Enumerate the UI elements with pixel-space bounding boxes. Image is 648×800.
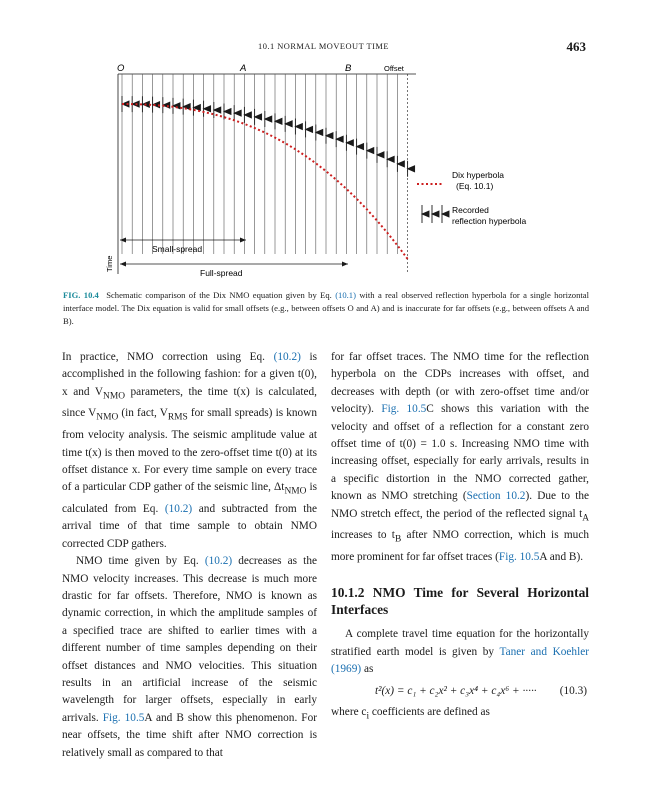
recorded-wavelet (295, 119, 302, 135)
label-offset: Offset (384, 64, 404, 73)
label-o: O (117, 63, 125, 74)
recorded-wavelet (234, 105, 241, 121)
figure-caption (63, 289, 589, 328)
legend-recorded-line1: Recorded (452, 205, 489, 215)
label-small-spread: Small-spread (152, 244, 203, 254)
recorded-wavelet (408, 161, 415, 177)
right-paragraph-3: where $c_i$ coefficients are defined as (331, 706, 490, 722)
recorded-wavelet (204, 101, 211, 117)
fig-10-5-link[interactable]: Fig. 10.5 (498, 550, 540, 563)
recorded-wavelet (316, 124, 323, 140)
fig-10-5-link[interactable]: Fig. 10.5 (381, 403, 427, 416)
recorded-wavelet (173, 98, 180, 114)
label-full-spread: Full-spread (200, 268, 243, 278)
recorded-wavelet (387, 151, 394, 167)
recorded-reflection-wavelets (122, 96, 415, 177)
recorded-wavelet (183, 99, 190, 115)
running-title: 10.1 NORMAL MOVEOUT TIME (258, 42, 389, 51)
legend-dix-line1: Dix hyperbola (452, 170, 504, 180)
equation-10-3 (331, 683, 589, 700)
caption-text-2: with a real observed reflection hyperbola for a single horizontal interface model. The Dix equation is valid for small offsets (e.g., between offsets O and A) and is inaccurate for far offsets (e.g., between offsets A and B). (63, 290, 589, 326)
eq-10-2-link[interactable]: (10.2) (273, 351, 301, 363)
caption-text-1: Schematic comparison of the Dix NMO equation given by Eq. (106, 290, 332, 300)
legend-recorded-line2: reflection hyperbola (452, 216, 527, 226)
recorded-wavelet (367, 143, 374, 159)
legend-wavelet (432, 205, 439, 223)
eq-10-2-link[interactable]: (10.2) (164, 503, 193, 515)
page-number: 463 (566, 39, 586, 54)
section-heading: 10.1.2 NMO Time for Several Horizontal Interfaces (331, 585, 589, 618)
citation-link[interactable]: Taner and Koehler (1969) (331, 645, 589, 676)
recorded-wavelet (326, 128, 333, 144)
recorded-wavelet (193, 100, 200, 116)
recorded-wavelet (255, 109, 262, 125)
caption-eq-link[interactable]: (10.1) (335, 290, 356, 300)
right-column (331, 349, 589, 726)
equation-body: t²(x) = c₁ + c₂x² + c₃x⁴ + c₄x⁶ + ····· (375, 684, 537, 697)
recorded-wavelet (306, 121, 313, 137)
label-a: A (240, 63, 247, 74)
recorded-wavelet (377, 147, 384, 163)
fig-10-5-link[interactable]: Fig. 10.5 (102, 711, 145, 724)
legend-wavelet (422, 205, 429, 223)
recorded-wavelet (285, 116, 292, 132)
equation-number: (10.3) (559, 684, 587, 697)
left-paragraph-2: NMO time given by Eq. (10.2) decreases as the NMO velocity increases. This decrease is much more drastic for far offsets. Therefore, NMO is known as dynamic correction, in which the amplitude samples of a specified trace are shifted to earlier times with a different number of time samples depending on their offset distances and NMO velocities. This situation results in an artificial increase of the seismic wavelength for larger offsets, especially in early arrivals. Fig. 10.5A and B show this phenomenon. For near offsets, the time shift after NMO correction is relatively small as compared to that (62, 555, 317, 759)
figure-10-4 (60, 62, 590, 284)
left-paragraph-1: In practice, NMO correction using Eq. (10.2) is accomplished in the following fashion: for a given t(0), x and $V_{NMO}$ parameters, the time t(x) is calculated, since $V_{NMO}$ (in fact, $V_{RMS}$ for small spreads) is known from velocity analysis. The seismic amplitude value at time t(x) is then moved to the zero-offset time t(0) at its offset distance x. For every time sample on every trace of a particular CDP gather of the seismic line, $\Delta t_{NMO}$ is calculated from Eq. (10.2) and subtracted from the arrival time of that time sample to obtain NMO corrected CDP gathers. (62, 351, 318, 550)
section-10-2-link[interactable]: Section 10.2 (466, 490, 526, 503)
legend-wavelet (442, 205, 449, 223)
right-paragraph-2: A complete travel time equation for the horizontally stratified earth model is given by Taner and Koehler (1969) as (331, 628, 589, 676)
recorded-wavelet (357, 139, 364, 155)
nmo-diagram (60, 62, 590, 284)
caption-figure-label: FIG. 10.4 (63, 290, 99, 300)
right-paragraph-1: for far offset traces. The NMO time for the reflection hyperbola on the CDPs increases with offset, and decreases with depth (or with zero-offset time and/or velocity). Fig. 10.5C shows this variation with the velocity and offset of a reflection for a constant zero offset time of t(0) = 1.0 s. Increasing NMO time with increasing offset, especially for early arrivals, results in a specific distortion in the NMO corrected gather, known as NMO stretching (Section 10.2). Due to the NMO stretch effect, the period of the reflected signal $t_A$ increases to $t_B$ after NMO correction, which is much more prominent for far offset traces (Fig. 10.5A and B). (331, 351, 590, 563)
recorded-wavelet (336, 131, 343, 147)
eq-10-2-link[interactable]: (10.2) (204, 555, 233, 568)
label-b: B (345, 63, 352, 74)
recorded-wavelet (346, 135, 353, 151)
left-column (62, 349, 317, 762)
recorded-wavelet (244, 107, 251, 123)
recorded-wavelet (275, 113, 282, 129)
legend-dix-line2: (Eq. 10.1) (456, 181, 494, 191)
page-header (0, 39, 648, 57)
legend-recorded-swatch (422, 205, 449, 223)
label-time: Time (105, 255, 114, 272)
recorded-wavelet (397, 156, 404, 172)
recorded-wavelet (265, 111, 272, 127)
